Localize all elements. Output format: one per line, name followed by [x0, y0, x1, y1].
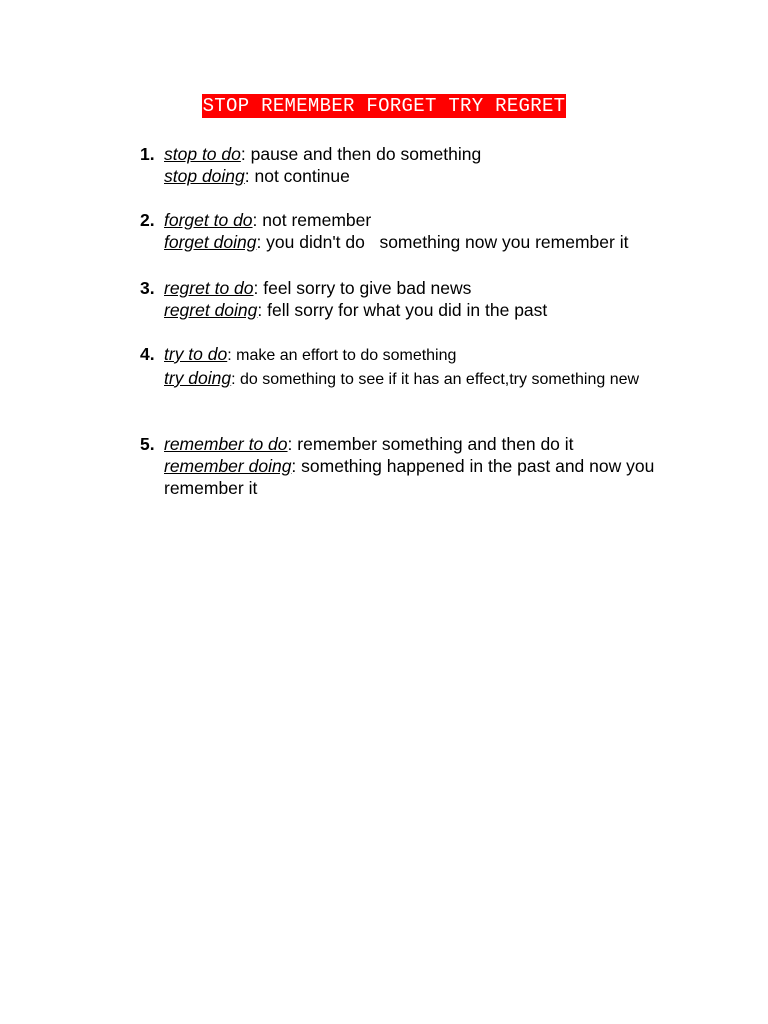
item-term: try to do: [164, 344, 228, 364]
item-term: regret to do: [164, 278, 254, 298]
item-term: stop doing: [164, 166, 245, 186]
item-definition: : something happened in the past and now you remember it: [164, 456, 655, 498]
list-item-3: [140, 277, 700, 321]
list-item-4: [140, 343, 700, 391]
list-item-1: [140, 143, 700, 187]
item-definition: : not remember: [252, 210, 372, 230]
item-term: forget doing: [164, 232, 257, 252]
item-definition: : feel sorry to give bad news: [253, 278, 472, 298]
item-line-1: [164, 433, 700, 455]
item-term: remember to do: [164, 434, 288, 454]
item-line-2: [164, 299, 700, 321]
item-line-2: [164, 455, 664, 499]
item-definition: : do something to see if it has an effect,try something new: [231, 371, 640, 388]
list-item-5: [140, 433, 700, 499]
item-number: 2.: [140, 210, 155, 230]
item-line-1: [164, 277, 700, 299]
title-container: [0, 94, 768, 118]
item-number: 5.: [140, 434, 155, 454]
item-term: stop to do: [164, 144, 241, 164]
item-line-1: [164, 143, 700, 165]
item-line-2: [164, 165, 700, 187]
item-term: forget to do: [164, 210, 253, 230]
item-definition: : make an effort to do something: [227, 347, 457, 364]
list-item-2: [140, 209, 700, 253]
item-line-2: [164, 367, 654, 391]
item-line-1: [164, 343, 700, 367]
item-definition: : fell sorry for what you did in the past: [257, 300, 548, 320]
item-number: 4.: [140, 344, 155, 364]
item-term: regret doing: [164, 300, 258, 320]
item-definition: : remember something and then do it: [287, 434, 574, 454]
item-number: 3.: [140, 278, 155, 298]
item-line-2: [164, 231, 700, 253]
item-definition: : not continue: [244, 166, 350, 186]
item-number: 1.: [140, 144, 155, 164]
item-term: remember doing: [164, 456, 292, 476]
item-term: try doing: [164, 368, 232, 388]
page-title: STOP REMEMBER FORGET TRY REGRET: [202, 95, 566, 117]
item-definition: : you didn't do something now you remember it: [256, 232, 629, 252]
item-definition: : pause and then do something: [240, 144, 482, 164]
item-line-1: [164, 209, 700, 231]
